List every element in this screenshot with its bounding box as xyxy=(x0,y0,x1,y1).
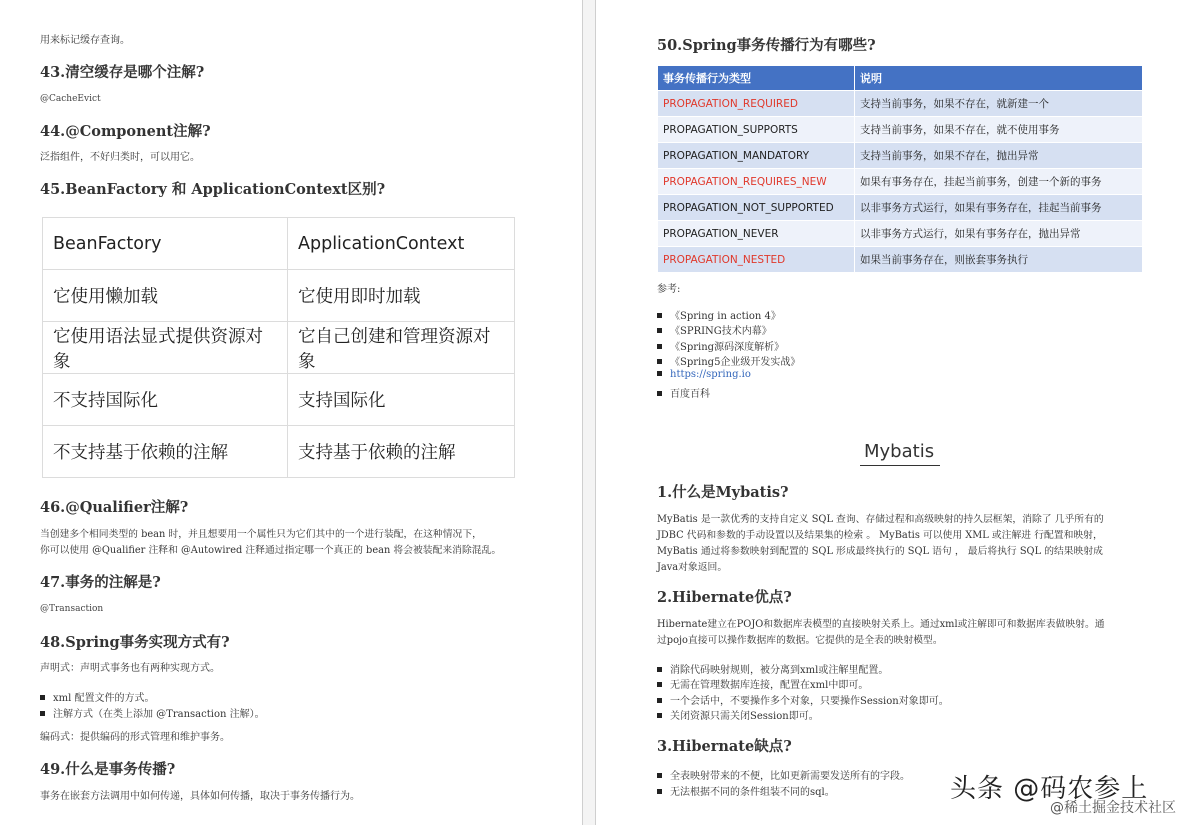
list-item: 百度百科 xyxy=(657,385,710,400)
table-cell: 它使用即时加载 xyxy=(288,270,515,322)
table-row xyxy=(658,169,1143,195)
table-cell: 不支持国际化 xyxy=(43,374,288,426)
propagation-desc: 支持当前事务，如果不存在，抛出异常 xyxy=(855,143,1143,169)
table-row xyxy=(43,218,515,270)
table-header-row xyxy=(658,66,1143,91)
m1-title: 1.什么是Mybatis? xyxy=(657,484,789,501)
list-item: 一个会话中，不要操作多个对象，只要操作Session对象即可。 xyxy=(657,692,949,707)
header-desc: 说明 xyxy=(855,66,1143,91)
bullet-icon xyxy=(40,695,45,700)
table-cell: 它使用语法显式提供资源对象 xyxy=(43,322,288,374)
list-item xyxy=(657,369,751,380)
q47-title: 47.事务的注解是? xyxy=(40,574,161,591)
bullet-icon xyxy=(657,698,662,703)
table-row xyxy=(658,117,1143,143)
propagation-type: PROPAGATION_MANDATORY xyxy=(658,143,855,169)
bullet-icon xyxy=(657,789,662,794)
bullet-icon xyxy=(657,667,662,672)
propagation-type: PROPAGATION_SUPPORTS xyxy=(658,117,855,143)
list-item: 注解方式（在类上添加 @Transaction 注解）。 xyxy=(40,705,265,720)
list-item: xml 配置文件的方式。 xyxy=(40,689,155,704)
m1-line-1: MyBatis 是一款优秀的支持自定义 SQL 查询、存储过程和高级映射的持久层框架，消除了 几乎所有的 xyxy=(657,514,1104,525)
bullet-icon xyxy=(657,682,662,687)
q45-title: 45.BeanFactory 和 ApplicationContext区别? xyxy=(40,181,386,198)
section-underline xyxy=(860,465,940,466)
list-item: 《Spring in action 4》 xyxy=(657,307,781,322)
right-page xyxy=(596,0,1190,825)
m2-line-2: 过pojo直接可以操作数据库的数据。它提供的是全表的映射模型。 xyxy=(657,635,943,646)
list-item: 全表映射带来的不便，比如更新需要发送所有的字段。 xyxy=(657,767,910,782)
m1-line-2: JDBC 代码和参数的手动设置以及结果集的检索 。 MyBatis 可以使用 XML 或注解进 行配置和映射， xyxy=(657,530,1103,541)
table-cell: ApplicationContext xyxy=(288,218,515,270)
q49-answer: 事务在嵌套方法调用中如何传递，具体如何传播，取决于事务传播行为。 xyxy=(40,791,360,802)
section-title: Mybatis xyxy=(864,441,935,462)
propagation-type: PROPAGATION_NEVER xyxy=(658,221,855,247)
bullet-icon xyxy=(657,371,662,376)
table-row xyxy=(658,195,1143,221)
propagation-desc: 以非事务方式运行，如果有事务存在，挂起当前事务 xyxy=(855,195,1143,221)
bullet-icon xyxy=(657,328,662,333)
compare-table xyxy=(42,217,515,478)
q50-title: 50.Spring事务传播行为有哪些? xyxy=(657,37,876,54)
bullet-icon xyxy=(657,313,662,318)
left-page xyxy=(0,0,582,825)
table-cell: 不支持基于依赖的注解 xyxy=(43,426,288,478)
table-cell: 它使用懒加载 xyxy=(43,270,288,322)
q43-answer: @CacheEvict xyxy=(40,94,101,104)
propagation-desc: 如果当前事务存在，则嵌套事务执行 xyxy=(855,247,1143,273)
propagation-type: PROPAGATION_REQUIRED xyxy=(658,91,855,117)
propagation-type: PROPAGATION_NESTED xyxy=(658,247,855,273)
q46-title: 46.@Qualifier注解? xyxy=(40,499,189,516)
q46-line-1: 当创建多个相同类型的 bean 时，并且想要用一个属性只为它们其中的一个进行装配，在这种情况下， xyxy=(40,529,482,540)
table-cell: 支持国际化 xyxy=(288,374,515,426)
m1-line-3: MyBatis 通过将参数映射到配置的 SQL 形成最终执行的 SQL 语句 ， 最后将执行 SQL 的结果映射成 xyxy=(657,546,1103,557)
bullet-icon xyxy=(657,713,662,718)
table-cell: BeanFactory xyxy=(43,218,288,270)
propagation-desc: 支持当前事务，如果不存在，就不使用事务 xyxy=(855,117,1143,143)
watermark-sub: @稀土掘金技术社区 xyxy=(1050,800,1176,816)
q48-title: 48.Spring事务实现方式有? xyxy=(40,634,230,651)
table-row xyxy=(43,374,515,426)
m2-line-1: Hibernate建立在POJO和数据库表模型的直接映射关系上。通过xml或注解即可和数据库表做映射。通 xyxy=(657,619,1105,630)
m2-title: 2.Hibernate优点? xyxy=(657,589,792,606)
header-type: 事务传播行为类型 xyxy=(658,66,855,91)
list-item: 《Spring源码深度解析》 xyxy=(657,338,784,353)
list-item: 无需在管理数据库连接，配置在xml中即可。 xyxy=(657,676,868,691)
list-item: 《SPRING技术内幕》 xyxy=(657,322,772,337)
q43-title: 43.清空缓存是哪个注解? xyxy=(40,64,205,81)
m3-title: 3.Hibernate缺点? xyxy=(657,738,792,755)
list-item: 无法根据不同的条件组装不同的sql。 xyxy=(657,783,835,798)
bullet-icon xyxy=(657,344,662,349)
table-row xyxy=(658,221,1143,247)
propagation-table xyxy=(657,65,1143,273)
q47-answer: @Transaction xyxy=(40,604,104,614)
table-row xyxy=(43,426,515,478)
table-row xyxy=(658,91,1143,117)
table-cell: 支持基于依赖的注解 xyxy=(288,426,515,478)
table-row xyxy=(43,270,515,322)
q48-declarative: 声明式：声明式事务也有两种实现方式。 xyxy=(40,663,220,674)
q44-title: 44.@Component注解? xyxy=(40,123,211,140)
bullet-icon xyxy=(657,773,662,778)
propagation-desc: 以非事务方式运行，如果有事务存在，抛出异常 xyxy=(855,221,1143,247)
q46-line-2: 你可以使用 @Qualifier 注释和 @Autowired 注释通过指定哪一个真正的 bean 将会被装配来消除混乱。 xyxy=(40,545,502,556)
table-cell: 它自己创建和管理资源对象 xyxy=(288,322,515,374)
table-row xyxy=(658,247,1143,273)
m1-line-4: Java对象返回。 xyxy=(657,562,728,573)
table-row xyxy=(43,322,515,374)
q49-title: 49.什么是事务传播? xyxy=(40,761,176,778)
ref-label: 参考: xyxy=(657,284,681,295)
spring-link[interactable]: https://spring.io xyxy=(670,369,751,380)
list-item: 《Spring5企业级开发实战》 xyxy=(657,353,800,368)
propagation-type: PROPAGATION_NOT_SUPPORTED xyxy=(658,195,855,221)
q48-programmatic: 编码式：提供编码的形式管理和维护事务。 xyxy=(40,732,230,743)
bullet-icon xyxy=(40,711,45,716)
list-item: 消除代码映射规则，被分离到xml或注解里配置。 xyxy=(657,661,888,676)
propagation-desc: 支持当前事务，如果不存在，就新建一个 xyxy=(855,91,1143,117)
propagation-desc: 如果有事务存在，挂起当前事务，创建一个新的事务 xyxy=(855,169,1143,195)
bullet-icon xyxy=(657,391,662,396)
propagation-type: PROPAGATION_REQUIRES_NEW xyxy=(658,169,855,195)
bullet-icon xyxy=(657,359,662,364)
q44-answer: 泛指组件，不好归类时，可以用它。 xyxy=(40,152,200,163)
intro-text: 用来标记缓存查询。 xyxy=(40,35,130,46)
list-item: 关闭资源只需关闭Session即可。 xyxy=(657,707,819,722)
table-row xyxy=(658,143,1143,169)
watermark-main: 头条 @码农参上 xyxy=(950,774,1149,804)
page-divider-left xyxy=(582,0,583,825)
